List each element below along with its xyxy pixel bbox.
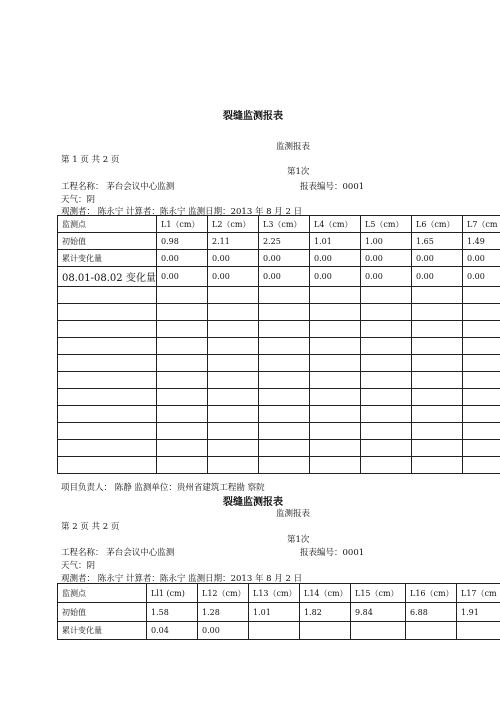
table-cell (412, 338, 463, 355)
table-row (58, 440, 500, 457)
table-row (58, 372, 500, 389)
table-cell: 1.01 (249, 603, 300, 622)
header-cell: L14（cm） (300, 584, 351, 603)
table-cell (351, 622, 406, 640)
table-cell: 0.00 (157, 267, 208, 287)
table-row (58, 233, 500, 250)
table-cell (412, 457, 463, 474)
table-cell (157, 321, 208, 338)
table-cell (463, 304, 500, 321)
header-cell: L3（cm） (259, 216, 310, 233)
table-cell: 累计变化量 (58, 622, 147, 640)
table-cell: 1.58 (147, 603, 198, 622)
table-row (58, 406, 500, 423)
table-cell (259, 372, 310, 389)
table-cell (412, 372, 463, 389)
report-subtitle: 监测报表 (276, 142, 311, 152)
table-cell (463, 355, 500, 372)
table-row (58, 321, 500, 338)
table-cell (157, 372, 208, 389)
table-cell (58, 423, 157, 440)
table-cell (208, 304, 259, 321)
table-cell (259, 423, 310, 440)
table-header-row (58, 584, 500, 603)
table-cell: 0.98 (157, 233, 208, 250)
table-cell: 0.00 (157, 250, 208, 267)
table-cell: 0.00 (208, 250, 259, 267)
table-cell (208, 423, 259, 440)
table-cell (361, 338, 412, 355)
table-row (58, 304, 500, 321)
table-row (58, 250, 500, 267)
report-number: 报表编号：0001 (300, 182, 365, 192)
table-cell (208, 321, 259, 338)
header-cell: L17（cm (457, 584, 500, 603)
report-subtitle: 监测报表 (276, 509, 311, 519)
count-label: 第1次 (287, 167, 310, 177)
table-cell: 0.00 (361, 250, 412, 267)
table-cell (412, 406, 463, 423)
table-cell: 9.84 (351, 603, 406, 622)
table-cell (361, 457, 412, 474)
table-cell (412, 423, 463, 440)
count-label: 第1次 (287, 535, 310, 545)
monitoring-table-1 (57, 215, 500, 474)
table-cell: 0.00 (412, 267, 463, 287)
table-cell: 累计变化量 (58, 250, 157, 267)
table-cell: 2.25 (259, 233, 310, 250)
observer-line: 观测者： 陈永宁 计算者：陈永宁 监测日期：2013 年 8 月 2 日 (61, 207, 303, 217)
table-cell: 1.82 (300, 603, 351, 622)
table-cell (300, 622, 351, 640)
header-cell: L4（cm） (310, 216, 361, 233)
table-row (58, 423, 500, 440)
table-row (58, 355, 500, 372)
table-cell (249, 622, 300, 640)
table-cell (412, 440, 463, 457)
table-cell (310, 304, 361, 321)
table-cell (457, 622, 500, 640)
table-cell: 1.49 (463, 233, 500, 250)
table-cell: 0.00 (208, 267, 259, 287)
table-cell (259, 287, 310, 304)
project-name: 工程名称： 茅台会议中心监测 (61, 182, 175, 192)
table-cell (310, 389, 361, 406)
table-cell (259, 338, 310, 355)
header-cell: L2（cm） (208, 216, 259, 233)
table-cell (208, 406, 259, 423)
table-cell: 初始值 (58, 603, 147, 622)
table-cell (361, 389, 412, 406)
header-cell: L12（cm） (198, 584, 249, 603)
table-cell: 初始值 (58, 233, 157, 250)
table-cell (463, 372, 500, 389)
table-row (58, 338, 500, 355)
table-cell: 0.00 (198, 622, 249, 640)
table-cell: 1.65 (412, 233, 463, 250)
header-cell: 监测点 (58, 216, 157, 233)
weather: 天气：阴 (61, 195, 96, 205)
project-name: 工程名称： 茅台会议中心监测 (61, 548, 175, 558)
table-cell (157, 304, 208, 321)
table-cell (259, 457, 310, 474)
table-cell (310, 406, 361, 423)
table-cell (361, 355, 412, 372)
table-cell (463, 440, 500, 457)
table-cell (310, 372, 361, 389)
table-cell (208, 440, 259, 457)
table-row (58, 267, 500, 287)
table-cell (58, 440, 157, 457)
table-cell (259, 321, 310, 338)
page-info: 第 1 页 共 2 页 (61, 155, 120, 165)
table-cell (463, 287, 500, 304)
table-cell (157, 423, 208, 440)
observer-line: 观测者： 陈永宁 计算者：陈永宁 监测日期：2013 年 8 月 2 日 (61, 574, 303, 584)
report-number: 报表编号：0001 (300, 548, 365, 558)
table-cell: 0.00 (310, 267, 361, 287)
table-row (58, 287, 500, 304)
table-cell (310, 440, 361, 457)
table-cell: 0.00 (361, 267, 412, 287)
table-cell: 2.11 (208, 233, 259, 250)
table-cell (208, 372, 259, 389)
table-cell: 1.28 (198, 603, 249, 622)
header-cell: Ll1 (cm) (147, 584, 198, 603)
weather: 天气：阴 (61, 561, 96, 571)
table-cell (361, 321, 412, 338)
header-cell: L13（cm） (249, 584, 300, 603)
table-cell (310, 423, 361, 440)
table-cell (310, 338, 361, 355)
header-cell: L5（cm） (361, 216, 412, 233)
table-cell (157, 287, 208, 304)
table-cell (58, 372, 157, 389)
table-cell: 1.01 (310, 233, 361, 250)
table-cell (361, 423, 412, 440)
table-cell (361, 406, 412, 423)
table-cell (463, 338, 500, 355)
monitoring-table-2 (57, 583, 500, 640)
table-cell (58, 321, 157, 338)
table-cell: 0.00 (310, 250, 361, 267)
header-cell: 监测点 (58, 584, 147, 603)
table-cell (310, 287, 361, 304)
table-cell (259, 389, 310, 406)
table-cell (310, 321, 361, 338)
table-cell (412, 304, 463, 321)
table-cell (412, 287, 463, 304)
table-cell (208, 389, 259, 406)
table-cell (157, 389, 208, 406)
header-cell: L15（cm） (351, 584, 406, 603)
page-info: 第 2 页 共 2 页 (61, 522, 120, 532)
table-cell (58, 287, 157, 304)
table-cell (157, 338, 208, 355)
table-cell (208, 355, 259, 372)
table-cell (157, 406, 208, 423)
table-cell (406, 622, 457, 640)
report-title: 裂缝监测报表 (223, 111, 283, 122)
table-cell: 0.00 (463, 250, 500, 267)
table-cell (157, 440, 208, 457)
table-cell: 1.00 (361, 233, 412, 250)
table-cell (208, 457, 259, 474)
table-row (58, 389, 500, 406)
table-cell (310, 355, 361, 372)
table-cell (58, 338, 157, 355)
table-cell (361, 287, 412, 304)
table-cell (208, 287, 259, 304)
table-cell (361, 372, 412, 389)
table-cell (157, 355, 208, 372)
table-cell (208, 338, 259, 355)
header-cell: L1（cm） (157, 216, 208, 233)
table-cell (58, 457, 157, 474)
table-cell (157, 457, 208, 474)
table-cell: 0.04 (147, 622, 198, 640)
table-cell (361, 440, 412, 457)
table-cell (412, 389, 463, 406)
table-cell (310, 457, 361, 474)
table-cell (58, 355, 157, 372)
table-cell (463, 321, 500, 338)
table-cell (259, 406, 310, 423)
table-cell (463, 457, 500, 474)
table-cell (58, 406, 157, 423)
table-row (58, 457, 500, 474)
table-cell (463, 389, 500, 406)
table-cell (412, 355, 463, 372)
table-cell: 0.00 (259, 267, 310, 287)
table-row (58, 603, 500, 622)
table-cell (412, 321, 463, 338)
table-cell (463, 406, 500, 423)
table-cell (259, 355, 310, 372)
table-cell: 08.01-08.02 变化量 (58, 267, 157, 287)
header-cell: L16（cm） (406, 584, 457, 603)
table-header-row (58, 216, 500, 233)
table-cell (463, 423, 500, 440)
table-cell: 6.88 (406, 603, 457, 622)
table-cell (58, 389, 157, 406)
table-cell: 0.00 (259, 250, 310, 267)
table-cell: 0.00 (463, 267, 500, 287)
header-cell: L6（cm） (412, 216, 463, 233)
report-title: 裂缝监测报表 (223, 497, 283, 508)
table-cell (259, 304, 310, 321)
table-cell: 1.91 (457, 603, 500, 622)
table-cell (361, 304, 412, 321)
table-cell: 0.00 (412, 250, 463, 267)
table-cell (58, 304, 157, 321)
header-cell: L7（cm (463, 216, 500, 233)
footer-signature: 项目负责人： 陈静 监测单位：贵州省建筑工程勘 察院 (61, 483, 265, 493)
table-cell (259, 440, 310, 457)
table-row (58, 622, 500, 640)
